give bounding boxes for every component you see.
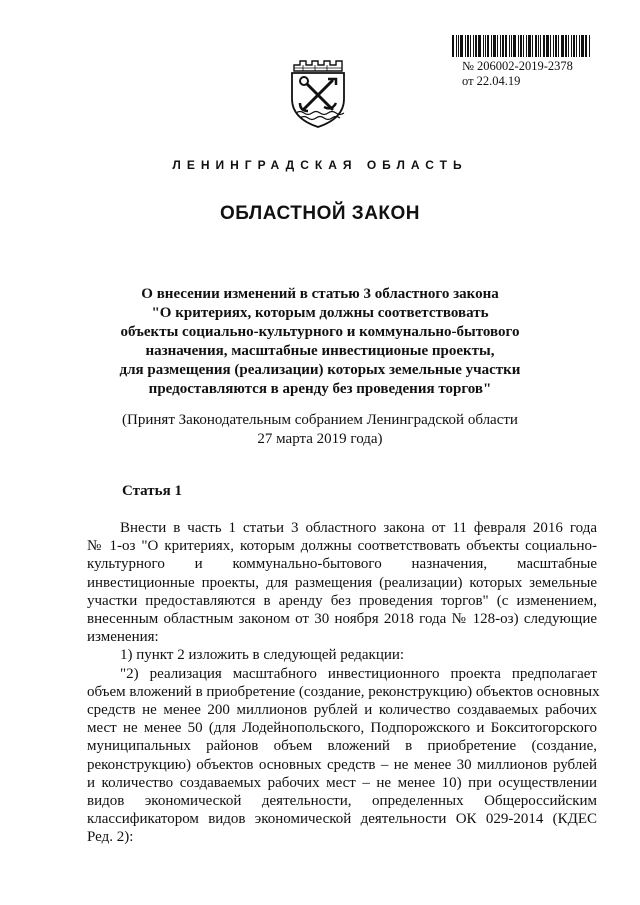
law-title-line: предоставляются в аренду без проведения торгов": [148, 381, 492, 397]
barcode-bar: [558, 35, 559, 57]
barcode-bar: [561, 35, 564, 57]
barcode-bar: [565, 35, 567, 57]
body-line: реконструкцию) объектов основных средств – не менее 30 миллионов рублей: [87, 756, 597, 773]
barcode-bar: [505, 35, 507, 57]
adoption-note-line: 27 марта 2019 года): [257, 431, 383, 447]
barcode-bar: [589, 35, 590, 57]
body-line: и количество создаваемых рабочих мест – не менее 10) при осуществлении: [87, 774, 597, 791]
barcode-bar: [571, 35, 572, 57]
body-line: № 1-оз "О критериях, которым должны соответствовать объекты социально-: [87, 538, 597, 555]
law-title-line: объекты социально-культурного и коммунально-бытового: [120, 324, 520, 340]
barcode-bar: [509, 35, 510, 57]
barcode-bar: [467, 35, 469, 57]
barcode-bar: [573, 35, 575, 57]
barcode-bar: [483, 35, 484, 57]
barcode-bar: [550, 35, 551, 57]
body-line: 1) пункт 2 изложить в следующей редакции:: [120, 647, 405, 664]
body-line: мест не менее 50 (для Лодейнопольского, Подпорожского и Бокситогорского: [87, 720, 597, 737]
barcode-bar: [520, 35, 522, 57]
barcode-bar: [535, 35, 537, 57]
barcode-bar: [553, 35, 554, 57]
law-title-line: назначения, масштабные инвестиционые проекты,: [145, 343, 495, 359]
barcode-bar: [487, 35, 489, 57]
law-title-line: О внесении изменений в статью 3 областного закона: [141, 286, 499, 302]
body-line: культурного и коммунально-бытового назначения, масштабные: [87, 556, 597, 573]
barcode-bar: [526, 35, 527, 57]
barcode-bar: [513, 35, 516, 57]
body-line: классификатором видов экономической деятельности ОК 029-2014 (КДЕС: [87, 811, 597, 828]
barcode-bar: [460, 35, 463, 57]
body-line: внесенным областным законом от 30 ноября 2018 года № 128-оз) следующие: [87, 611, 597, 628]
region-heading: ЛЕНИНГРАДСКАЯ ОБЛАСТЬ: [172, 158, 468, 172]
registration-block: [462, 59, 573, 89]
barcode-bar: [497, 35, 498, 57]
body-line: видов экономической деятельности, определенных Общероссийским: [87, 793, 597, 810]
body-line: Внести в часть 1 статьи 3 областного закона от 11 февраля 2016 года: [120, 520, 597, 536]
registration-date: от 22.04.19: [462, 74, 521, 88]
barcode-bar: [470, 35, 471, 57]
body-line: изменения:: [87, 629, 159, 646]
body-line: "2) реализация масштабного инвестиционного проекта предполагает: [120, 665, 597, 682]
barcode-bar: [532, 35, 533, 57]
body-line: участки предоставляются в аренду без проведения торгов" (с изменением,: [87, 592, 597, 609]
barcode-bar: [540, 35, 541, 57]
barcode-bar: [518, 35, 519, 57]
barcode-bar: [585, 35, 587, 57]
article-body: [87, 519, 600, 847]
law-title-line: для размещения (реализации) которых земельные участки: [119, 362, 521, 378]
law-title-line: "О критериях, которым должны соответствовать: [151, 305, 489, 321]
barcode-bar: [456, 35, 457, 57]
body-line: муниципальных районов объем вложений в приобретение (создание,: [87, 738, 597, 755]
barcode-bar: [458, 35, 459, 57]
adoption-note: [60, 411, 580, 449]
registration-number: № 206002-2019-2378: [462, 59, 573, 73]
document-type-heading: ОБЛАСТНОЙ ЗАКОН: [219, 203, 421, 224]
article-heading: Статья 1: [122, 483, 182, 499]
barcode-bar: [493, 35, 496, 57]
barcode-bar: [475, 35, 477, 57]
barcode: [452, 35, 592, 57]
barcode-bar: [543, 35, 545, 57]
barcode-bar: [579, 35, 580, 57]
barcode-bar: [473, 35, 474, 57]
barcode-bar: [538, 35, 539, 57]
barcode-bar: [568, 35, 569, 57]
barcode-bar: [511, 35, 512, 57]
barcode-bar: [502, 35, 504, 57]
barcode-bar: [485, 35, 486, 57]
law-title: [60, 285, 580, 399]
barcode-bar: [528, 35, 531, 57]
barcode-bar: [465, 35, 466, 57]
barcode-bar: [581, 35, 584, 57]
body-line: объем вложений в приобретение (создание, реконструкцию) объектов основных: [87, 683, 600, 700]
barcode-bar: [546, 35, 549, 57]
barcode-bar: [500, 35, 501, 57]
barcode-bar: [452, 35, 454, 57]
barcode-bar: [555, 35, 557, 57]
body-line: средств не менее 200 миллионов рублей и количество создаваемых рабочих: [87, 702, 597, 719]
body-line: Ред. 2):: [87, 829, 134, 846]
barcode-bar: [523, 35, 524, 57]
adoption-note-line: (Принят Законодательным собранием Ленинградской области: [122, 412, 518, 428]
barcode-bar: [576, 35, 577, 57]
body-line: инвестиционные проекты, для размещения (реализации) которых земельные: [87, 574, 597, 591]
leningrad-oblast-coat-of-arms-icon: [288, 57, 348, 129]
barcode-bar: [491, 35, 492, 57]
barcode-bar: [478, 35, 481, 57]
